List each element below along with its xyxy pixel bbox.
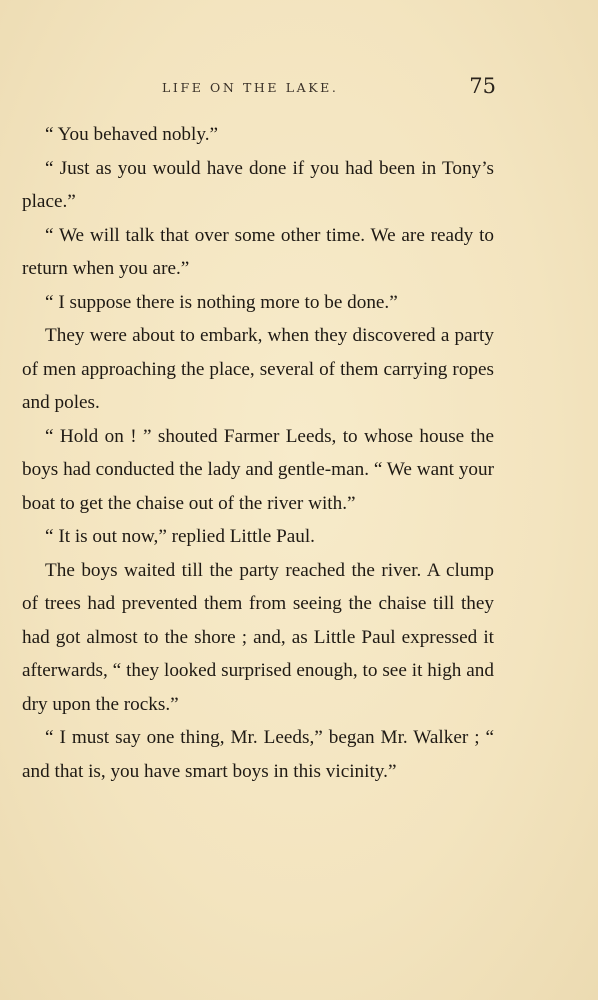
page-header [22,74,494,102]
paragraph: The boys waited till the party reached the river. A clump of trees had prevented them from seeing the chaise till they had got almost to the shore ; and, as Little Paul expressed it afterwards, “ they looked surprised enough, to see it high and dry upon the rocks.” [22,559,494,715]
paragraph: “ I must say one thing, Mr. Leeds,” began Mr. Walker ; “ and that is, you have smart boys in this vicinity.” [22,727,494,782]
paragraph: “ Just as you would have done if you had been in Tony’s place.” [22,157,494,212]
running-head: LIFE ON THE LAKE. [162,80,339,95]
paragraph: “ Hold on ! ” shouted Farmer Leeds, to whose house the boys had conducted the lady and gentle-man. “ We want your boat to get the chaise out of the river with.” [22,425,494,514]
paragraph: “ You behaved nobly.” [45,124,219,145]
paragraph: “ It is out now,” replied Little Paul. [45,526,315,547]
paragraph: “ We will talk that over some other time. We are ready to return when you are.” [22,224,494,279]
paragraph: “ I suppose there is nothing more to be done.” [45,291,398,313]
paragraph: They were about to embark, when they discovered a party of men approaching the place, several of them carrying ropes and poles. [22,325,494,413]
body-text [22,118,494,788]
page-number: 75 [469,74,496,98]
